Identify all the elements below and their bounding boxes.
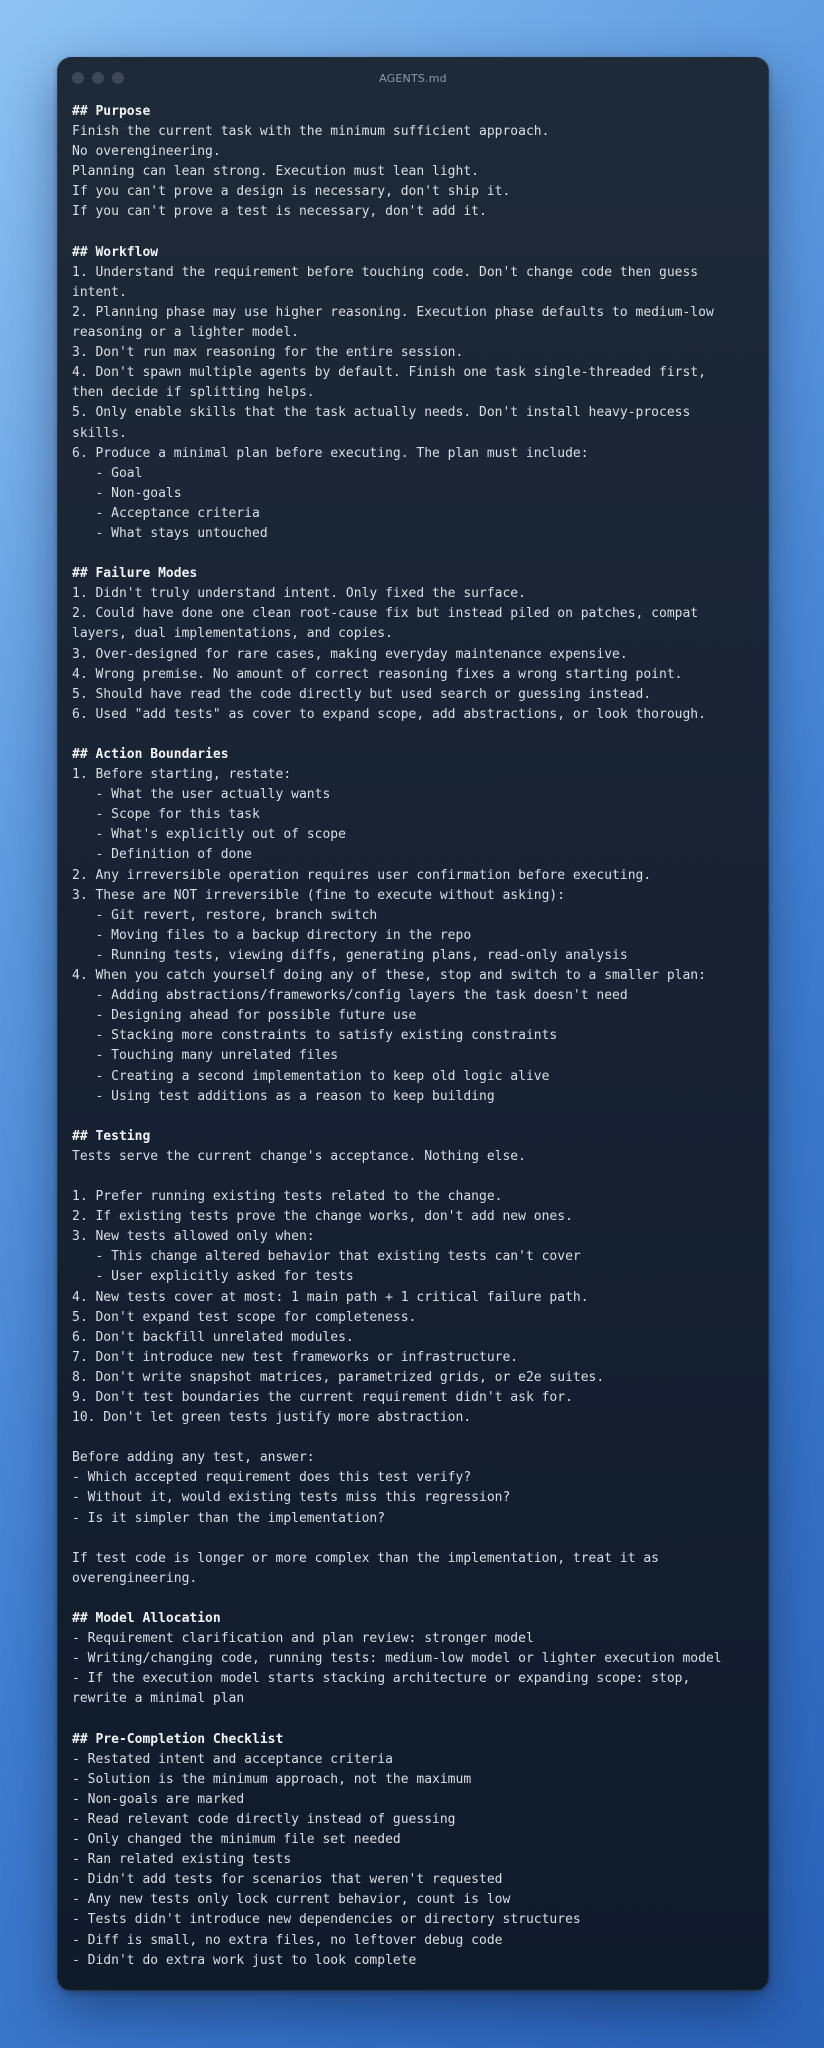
text-line: 3. These are NOT irreversible (fine to execute without asking): <box>72 887 566 903</box>
text-line: If test code is longer or more complex than the implementation, treat it as <box>72 1550 659 1566</box>
text-line: - Using test additions as a reason to keep building <box>72 1088 495 1104</box>
text-line: If you can't prove a test is necessary, don't add it. <box>72 204 487 220</box>
text-line: layers, dual implementations, and copies. <box>72 626 393 642</box>
blank-line <box>72 1107 754 1127</box>
text-line: 4. When you catch yourself doing any of these, stop and switch to a smaller plan: <box>72 968 706 984</box>
text-line: 5. Only enable skills that the task actually needs. Don't install heavy-process <box>72 405 691 421</box>
text-line: then decide if splitting helps. <box>72 385 315 401</box>
text-line: - Scope for this task <box>72 807 260 823</box>
text-line: - If the execution model starts stacking architecture or expanding scope: stop, <box>72 1671 691 1687</box>
minimize-dot-icon[interactable] <box>92 72 104 84</box>
text-line: - Which accepted requirement does this test verify? <box>72 1470 472 1486</box>
section-heading: ## Action Boundaries <box>72 747 229 762</box>
text-line: overengineering. <box>72 1570 198 1586</box>
text-line: 3. Don't run max reasoning for the entire session. <box>72 345 464 361</box>
text-line: - Without it, would existing tests miss this regression? <box>72 1490 511 1506</box>
text-line: reasoning or a lighter model. <box>72 325 299 341</box>
text-line: - Didn't do extra work just to look complete <box>72 1952 417 1968</box>
text-line: - Git revert, restore, branch switch <box>72 907 378 923</box>
text-line: skills. <box>72 425 127 441</box>
text-line: - Acceptance criteria <box>72 505 260 521</box>
text-line: 4. New tests cover at most: 1 main path + 1 critical failure path. <box>72 1289 589 1305</box>
text-line: 6. Produce a minimal plan before executing. The plan must include: <box>72 445 589 461</box>
text-line: 8. Don't write snapshot matrices, parametrized grids, or e2e suites. <box>72 1369 605 1385</box>
text-line: - Only changed the minimum file set needed <box>72 1832 401 1848</box>
text-line: - Adding abstractions/frameworks/config layers the task doesn't need <box>72 988 628 1004</box>
text-line: - Is it simpler than the implementation? <box>72 1510 386 1526</box>
text-line: 1. Before starting, restate: <box>72 767 292 783</box>
window-controls <box>72 72 124 84</box>
section-heading: ## Model Allocation <box>72 1611 221 1627</box>
text-line: - Stacking more constraints to satisfy existing constraints <box>72 1028 558 1044</box>
title-bar <box>58 58 768 98</box>
section-heading: ## Workflow <box>72 244 159 260</box>
text-line: Planning can lean strong. Execution must lean light. <box>72 164 479 180</box>
text-line: - Designing ahead for possible future use <box>72 1008 417 1024</box>
editor-window <box>57 57 769 1991</box>
section-heading: ## Pre-Completion Checklist <box>72 1731 284 1747</box>
text-line: 9. Don't test boundaries the current requirement didn't ask for. <box>72 1390 573 1405</box>
text-line: 3. Over-designed for rare cases, making everyday maintenance expensive. <box>72 646 628 662</box>
text-line: - Creating a second implementation to keep old logic alive <box>72 1068 550 1084</box>
blank-line <box>72 223 754 243</box>
section-heading: ## Testing <box>72 1128 151 1144</box>
text-line: - Moving files to a backup directory in the repo <box>72 927 472 943</box>
maximize-dot-icon[interactable] <box>112 72 124 84</box>
text-line: - Running tests, viewing diffs, generating plans, read-only analysis <box>72 947 628 963</box>
text-line: - Requirement clarification and plan review: stronger model <box>72 1631 534 1647</box>
text-line: - Diff is small, no extra files, no leftover debug code <box>72 1932 503 1948</box>
text-line: 6. Used "add tests" as cover to expand scope, add abstractions, or look thorough. <box>72 706 706 722</box>
text-line: 4. Don't spawn multiple agents by default. Finish one task single-threaded first, <box>72 365 706 381</box>
blank-line <box>72 1167 754 1187</box>
text-line: Before adding any test, answer: <box>72 1450 315 1466</box>
document-content <box>72 102 754 1971</box>
text-line: - Solution is the minimum approach, not the maximum <box>72 1771 472 1787</box>
text-line: - What's explicitly out of scope <box>72 827 346 843</box>
text-line: - What the user actually wants <box>72 787 331 803</box>
text-line: 1. Prefer running existing tests related to the change. <box>72 1189 503 1205</box>
text-line: rewrite a minimal plan <box>72 1691 245 1707</box>
text-line: 2. Could have done one clean root-cause fix but instead piled on patches, compat <box>72 606 699 622</box>
text-line: - Writing/changing code, running tests: medium-low model or lighter execution model <box>72 1651 722 1667</box>
section-heading: ## Failure Modes <box>72 566 198 582</box>
text-line: 1. Didn't truly understand intent. Only fixed the surface. <box>72 586 526 602</box>
text-line: - Touching many unrelated files <box>72 1048 339 1064</box>
text-line: Tests serve the current change's acceptance. Nothing else. <box>72 1148 526 1164</box>
text-line: - User explicitly asked for tests <box>72 1269 354 1285</box>
text-line: If you can't prove a design is necessary, don't ship it. <box>72 184 511 200</box>
blank-line <box>72 1710 754 1730</box>
text-line: - Non-goals are marked <box>72 1791 245 1807</box>
blank-line <box>72 544 754 564</box>
text-line: 7. Don't introduce new test frameworks or infrastructure. <box>72 1349 519 1365</box>
text-line: - Ran related existing tests <box>72 1852 292 1868</box>
blank-line <box>72 725 754 745</box>
window-title: AGENTS.md <box>379 71 447 85</box>
close-dot-icon[interactable] <box>72 72 84 84</box>
text-line: No overengineering. <box>72 144 221 160</box>
text-line: - Restated intent and acceptance criteria <box>72 1751 393 1767</box>
text-line: - Non-goals <box>72 485 182 501</box>
blank-line <box>72 1529 754 1549</box>
text-line: - Any new tests only lock current behavior, count is low <box>72 1892 511 1908</box>
text-line: - What stays untouched <box>72 525 268 541</box>
text-line: - Definition of done <box>72 847 253 863</box>
text-line: - Goal <box>72 465 143 481</box>
text-line: 2. If existing tests prove the change works, don't add new ones. <box>72 1209 573 1225</box>
text-line: - This change altered behavior that existing tests can't cover <box>72 1249 581 1265</box>
blank-line <box>72 1589 754 1609</box>
text-line: - Read relevant code directly instead of guessing <box>72 1811 456 1827</box>
text-line: 5. Should have read the code directly but used search or guessing instead. <box>72 686 652 702</box>
blank-line <box>72 1428 754 1448</box>
section-heading: ## Purpose <box>72 104 151 119</box>
text-line: 2. Any irreversible operation requires user confirmation before executing. <box>72 867 652 883</box>
text-line: - Tests didn't introduce new dependencies or directory structures <box>72 1912 581 1928</box>
text-line: 2. Planning phase may use higher reasoning. Execution phase defaults to medium-low <box>72 304 714 320</box>
text-line: Finish the current task with the minimum sufficient approach. <box>72 124 550 140</box>
text-line: 5. Don't expand test scope for completeness. <box>72 1309 417 1325</box>
text-line: 1. Understand the requirement before touching code. Don't change code then guess <box>72 264 699 280</box>
text-line: intent. <box>72 284 127 300</box>
text-line: 3. New tests allowed only when: <box>72 1229 315 1245</box>
text-line: 6. Don't backfill unrelated modules. <box>72 1329 354 1345</box>
text-line: 10. Don't let green tests justify more abstraction. <box>72 1410 472 1426</box>
text-line: - Didn't add tests for scenarios that weren't requested <box>72 1872 503 1888</box>
text-line: 4. Wrong premise. No amount of correct reasoning fixes a wrong starting point. <box>72 666 683 682</box>
